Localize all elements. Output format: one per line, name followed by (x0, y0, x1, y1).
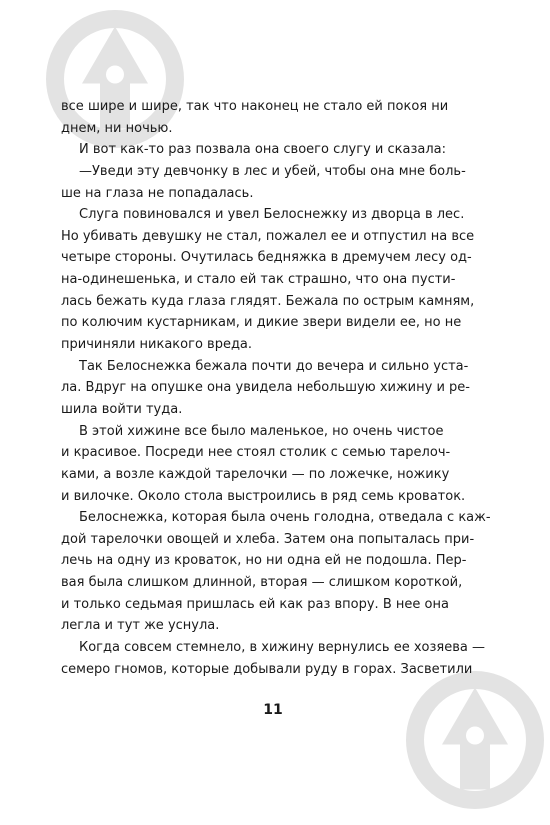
text-line: вая была слишком длинной, вторая — слишком короткой, (61, 575, 463, 591)
text-line: семеро гномов, которые добывали руду в горах. Засветили (61, 661, 473, 677)
text-line: И вот как-то раз позвала она своего слугу и сказала: (79, 142, 446, 158)
watermark-bottom-icon (400, 655, 550, 825)
text-line: —Уведи эту девчонку в лес и убей, чтобы она мне боль- (79, 163, 466, 179)
text-line: лась бежать куда глаза глядят. Бежала по острым камням, (61, 293, 475, 309)
text-line: дой тарелочки овощей и хлеба. Затем она попыталась при- (61, 531, 475, 547)
text-line: Когда совсем стемнело, в хижину вернулись ее хозяева — (79, 640, 485, 656)
body-text (61, 96, 491, 680)
text-line: причиняли никакого вреда. (61, 337, 253, 353)
text-line: Белоснежка, которая была очень голодна, отведала с кaж- (79, 510, 491, 526)
text-line: Так Белоснежка бежала почти до вечера и сильно уста- (79, 358, 469, 374)
text-line: и только седьмая пришлась ей как раз впору. В нее она (61, 596, 449, 612)
text-line: и вилочке. Около стола выстроились в ряд семь кроваток. (61, 488, 466, 504)
text-line: на-одинешенька, и стало ей так страшно, что она пусти- (61, 272, 456, 288)
text-line: четыре стороны. Очутилась бедняжка в дремучем лесу од- (61, 250, 472, 266)
text-line: по колючим кустарникам, и дикие звери видели ее, но не (61, 315, 462, 331)
text-line: ше на глаза не попадалась. (61, 185, 254, 201)
text-line: Но убивать девушку не стал, пожалел ее и отпустил на все (61, 228, 475, 244)
page-number: 11 (263, 702, 283, 718)
text-line: и красивое. Посреди нее стоял столик с семью тарелоч- (61, 445, 451, 461)
text-line: ками, а возле каждой тарелочки — по ложечке, ножику (61, 466, 450, 482)
text-line: ла. Вдруг на опушке она увидела небольшую хижину и ре- (61, 380, 470, 396)
text-line: Слуга повиновался и увел Белоснежку из дворца в лес. (79, 207, 465, 223)
text-line: все шире и шире, так что наконец не стало ей покоя ни (61, 99, 449, 114)
text-line: шила войти туда. (61, 401, 183, 417)
text-line: В этой хижине все было маленькое, но очень чистое (79, 423, 444, 439)
text-line: лечь на одну из кроваток, но ни одна ей не подошла. Пер- (61, 553, 467, 569)
text-line: легла и тут же уснула. (61, 618, 220, 634)
text-line: днем, ни ночью. (61, 120, 173, 136)
